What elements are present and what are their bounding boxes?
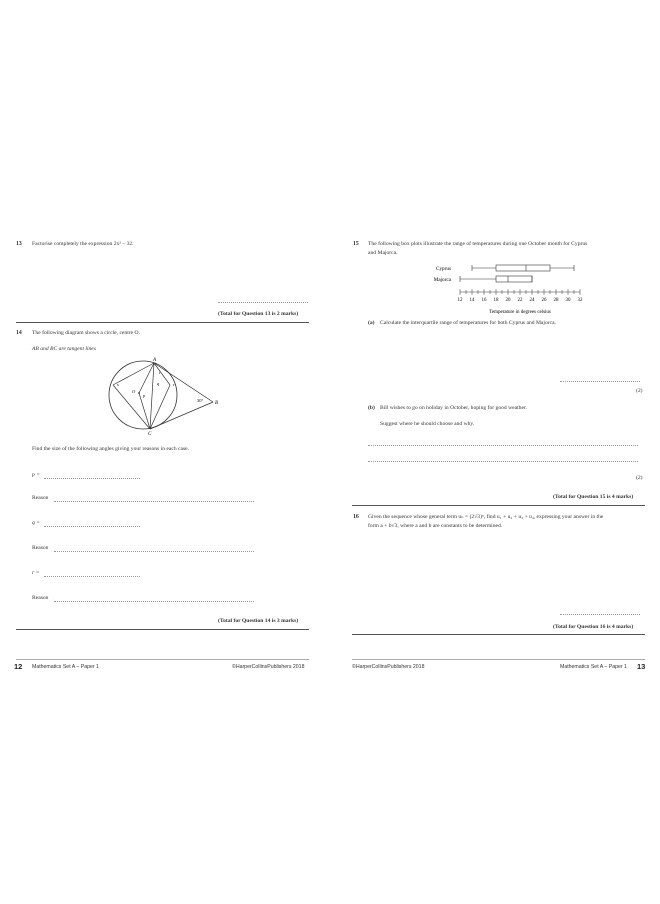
q15-a-text: Calculate the interquartile range of temperatures for both Cyprus and Majorca. [380, 320, 556, 326]
label-r: r [173, 382, 175, 387]
q14-divider [16, 629, 309, 630]
q14-p-answer-line[interactable] [44, 478, 140, 479]
q15-number: 15 [353, 241, 359, 247]
q15-b-text: Bill wishes to go on holiday in October, hoping for good weather. [380, 405, 527, 411]
q14-r-reason-label: Reason [32, 595, 49, 601]
label-o: O [132, 389, 136, 394]
footer-title-left: Mathematics Set A – Paper 1 [32, 664, 99, 670]
q16-text-line1: Given the sequence whose general term uₙ = (2√3)ⁿ, find u₁ + u₂ + u₃ + u₄, expressing your answer in the [368, 514, 604, 520]
label-a: A [153, 358, 157, 363]
label-c: C [148, 432, 152, 435]
x-tick-label: 32 [577, 298, 583, 303]
q14-text: The following diagram shows a circle, centre O. [32, 330, 140, 336]
series-label-cyprus: Cyprus [436, 266, 451, 272]
q13-answer-line[interactable] [218, 302, 308, 303]
footer-publisher-right: ©HarperCollinsPublishers 2018 [352, 664, 425, 670]
q15-b-answer-line-1[interactable] [368, 445, 638, 446]
x-tick-label: 22 [517, 298, 523, 303]
q14-subtext: AB and BC are tangent lines [32, 346, 96, 352]
label-angle-b: 30° [197, 398, 204, 403]
q14-instruction: Find the size of the following angles giving your reasons in each case. [32, 446, 190, 452]
q16-answer-line[interactable] [560, 614, 640, 615]
q15-a-label: (a) [368, 320, 375, 326]
q14-r-reason-line[interactable] [54, 601, 254, 602]
q14-total: (Total for Question 14 is 3 marks) [218, 618, 299, 624]
q15-text-line2: and Majorca. [368, 250, 398, 256]
x-tick-label: 16 [481, 298, 487, 303]
q13-text: Factorise completely the expression 2x² – 32. [32, 241, 134, 247]
x-tick-label: 14 [469, 298, 475, 303]
page-number-12: 12 [14, 662, 23, 671]
x-tick-label: 20 [505, 298, 511, 303]
q14-p-reason-label: Reason [32, 495, 49, 501]
q15-a-answer-line[interactable] [560, 381, 640, 382]
q14-number: 14 [16, 330, 22, 336]
footer-rule-left [16, 659, 309, 660]
series-label-majorca: Majorca [433, 277, 451, 283]
footer-rule-right [352, 659, 645, 660]
q16-number: 16 [353, 514, 359, 520]
q15-b-label: (b) [368, 405, 375, 411]
right-page [330, 0, 660, 904]
q14-p-reason-line[interactable] [54, 501, 254, 502]
q14-p-label: p = [32, 472, 40, 478]
q16-divider [352, 634, 645, 635]
q15-text-line1: The following box plots illustrate the range of temperatures during one October month for Cyprus [368, 241, 588, 247]
circle-tangent-diagram [95, 355, 225, 435]
q13-divider [16, 322, 309, 323]
q14-r-label: r = [32, 570, 40, 576]
centre-point [138, 392, 140, 394]
x-axis-label: Temperature in degrees celsius [489, 310, 551, 315]
q16-total: (Total for Question 16 is 4 marks) [553, 624, 634, 630]
x-tick-label: 26 [541, 298, 547, 303]
q15-divider [352, 505, 645, 506]
x-tick-label: 30 [565, 298, 571, 303]
q14-q-label: q = [32, 520, 40, 526]
page-number-13: 13 [637, 662, 646, 671]
chord-a-left [113, 363, 154, 385]
radius-oa [139, 363, 154, 393]
q13-total: (Total for Question 13 is 2 marks) [218, 311, 299, 317]
cyprus-box [496, 265, 550, 271]
q14-q-reason-label: Reason [32, 545, 49, 551]
chord-ac [150, 363, 154, 429]
chord-right-c [150, 385, 170, 429]
x-tick-label: 12 [457, 298, 463, 303]
temperature-boxplot [415, 260, 585, 316]
q13-number: 13 [16, 241, 22, 247]
label-q: q [157, 381, 160, 386]
q15-total: (Total for Question 15 is 4 marks) [553, 494, 634, 500]
footer-title-right: Mathematics Set A – Paper 1 [560, 664, 627, 670]
label-b: B [215, 401, 219, 406]
tangent-bc [150, 402, 213, 429]
q15-b-text2: Suggest where he should choose and why. [380, 421, 475, 427]
radius-oc [139, 393, 150, 429]
q14-q-answer-line[interactable] [44, 526, 140, 527]
majorca-box [496, 276, 532, 282]
x-tick-label: 18 [493, 298, 499, 303]
x-tick-label: 28 [553, 298, 559, 303]
label-t: t [159, 370, 161, 375]
label-s: s [117, 382, 119, 387]
label-p: p [143, 393, 146, 398]
tangent-ab [154, 363, 213, 402]
q14-q-reason-line[interactable] [54, 551, 254, 552]
q14-r-answer-line[interactable] [44, 576, 140, 577]
q16-text-line2: form a + b√3, where a and b are constants to be determined. [368, 523, 503, 529]
x-tick-label: 24 [529, 298, 535, 303]
q15-b-answer-line-2[interactable] [368, 461, 638, 462]
q15-b-marks: (2) [636, 475, 643, 481]
q15-a-marks: (2) [636, 388, 643, 394]
footer-publisher-left: ©HarperCollinsPublishers 2018 [232, 664, 305, 670]
